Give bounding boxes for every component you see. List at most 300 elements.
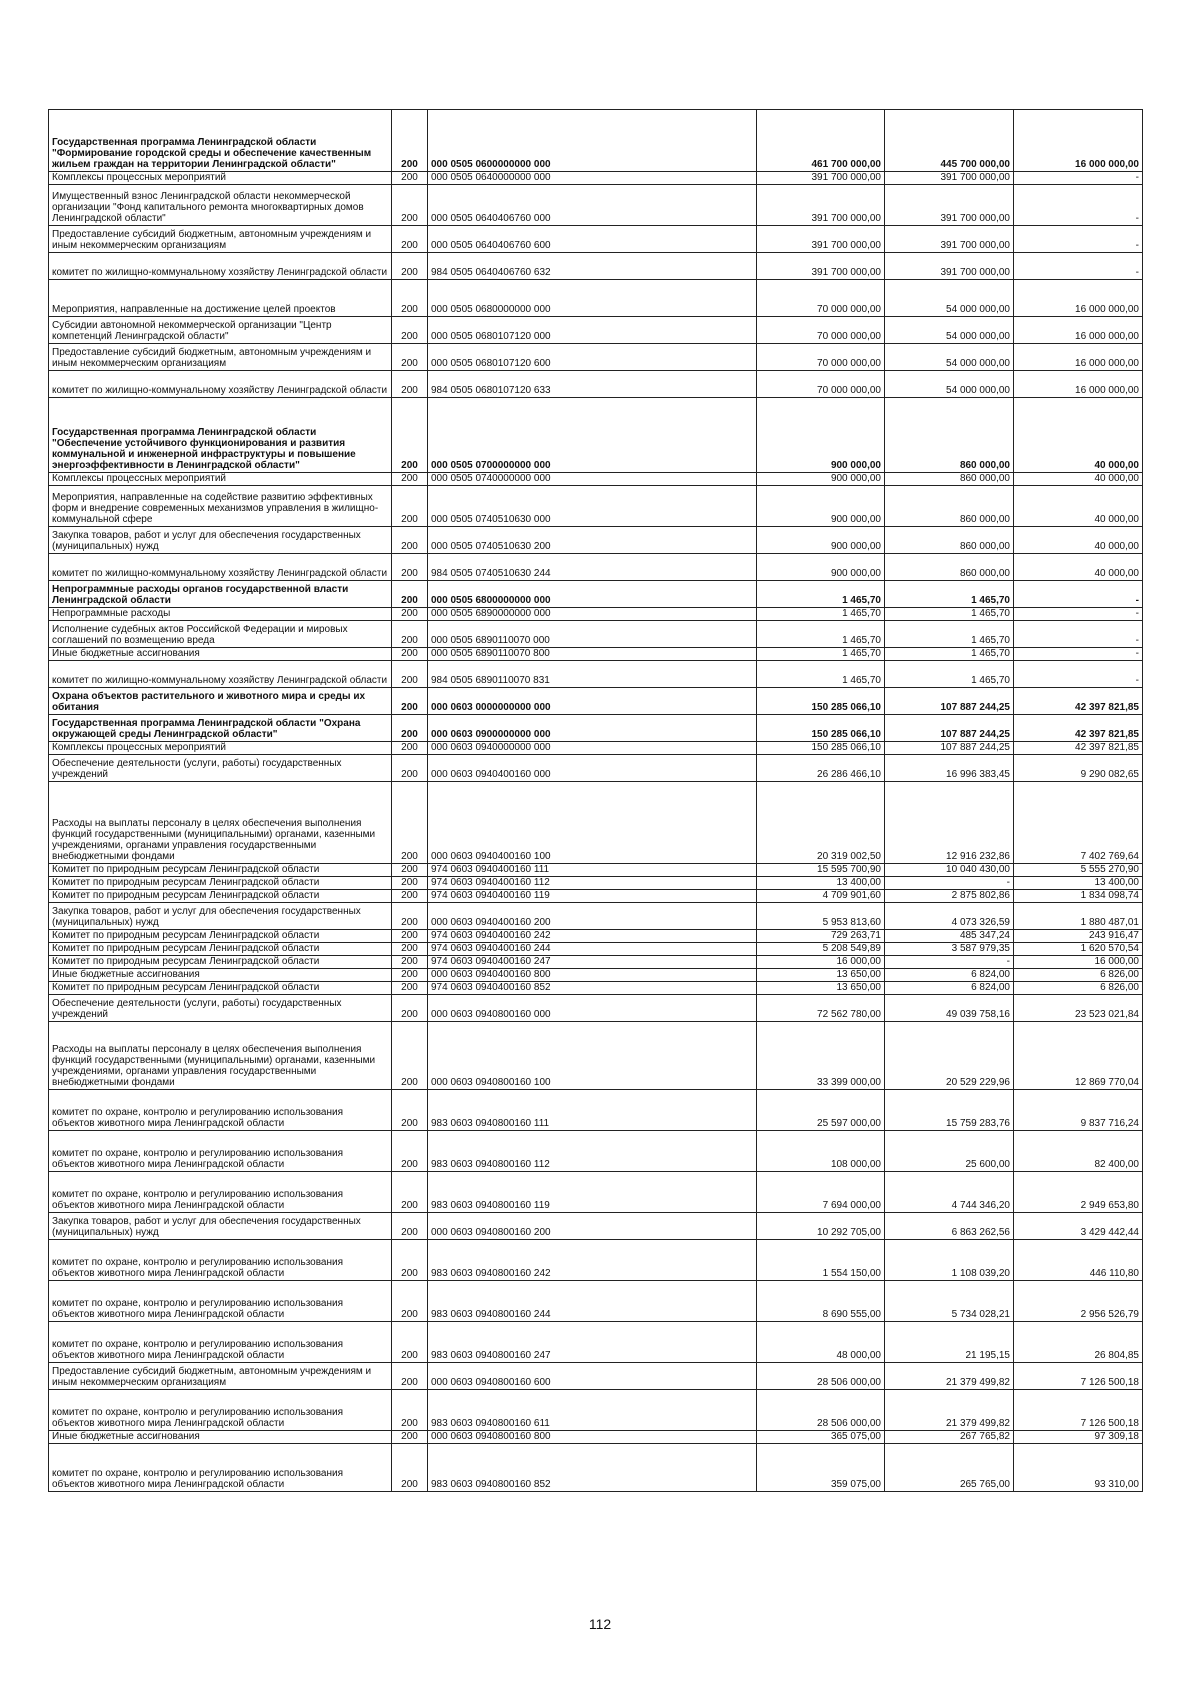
- row-name: Иные бюджетные ассигнования: [49, 1431, 392, 1444]
- row-approved: 33 399 000,00: [757, 1022, 885, 1090]
- table-row: [49, 648, 1143, 661]
- row-approved: 150 285 066,10: [757, 715, 885, 742]
- row-name: комитет по охране, контролю и регулированию использования объектов животного мира Ленинградской области: [49, 1240, 392, 1281]
- row-executed: 107 887 244,25: [885, 742, 1014, 755]
- row-approved: 900 000,00: [757, 473, 885, 486]
- row-classification-code: 984 0505 0680107120 633: [428, 371, 757, 398]
- row-name: Государственная программа Ленинградской области "Обеспечение устойчивого функционирования и развития коммунальной и инженерной инфраструктуры и повышение энергоэффективности в Ленинградской области": [49, 398, 392, 473]
- row-unexecuted: 2 949 653,80: [1014, 1172, 1143, 1213]
- row-approved: 13 650,00: [757, 982, 885, 995]
- row-name: комитет по охране, контролю и регулированию использования объектов животного мира Ленинградской области: [49, 1090, 392, 1131]
- row-executed: 445 700 000,00: [885, 110, 1014, 172]
- table-row: [49, 1131, 1143, 1172]
- row-approved: 15 595 700,90: [757, 864, 885, 877]
- row-name: Мероприятия, направленные на содействие развитию эффективных форм и внедрение современных механизмов управления в жилищно-коммунальной сфере: [49, 486, 392, 527]
- row-executed: 15 759 283,76: [885, 1090, 1014, 1131]
- row-unexecuted: -: [1014, 648, 1143, 661]
- row-classification-code: 983 0603 0940800160 244: [428, 1281, 757, 1322]
- row-unexecuted: 16 000 000,00: [1014, 317, 1143, 344]
- row-name: Непрограммные расходы: [49, 608, 392, 621]
- row-classification-code: 974 0603 0940400160 111: [428, 864, 757, 877]
- table-row: [49, 661, 1143, 688]
- row-line-code: 200: [392, 1431, 428, 1444]
- table-row: [49, 1390, 1143, 1431]
- row-approved: 150 285 066,10: [757, 688, 885, 715]
- row-unexecuted: 40 000,00: [1014, 486, 1143, 527]
- table-row: [49, 110, 1143, 172]
- table-row: [49, 715, 1143, 742]
- row-line-code: 200: [392, 877, 428, 890]
- row-executed: 3 587 979,35: [885, 943, 1014, 956]
- table-row: [49, 280, 1143, 317]
- row-approved: 900 000,00: [757, 486, 885, 527]
- row-line-code: 200: [392, 253, 428, 280]
- row-unexecuted: 1 834 098,74: [1014, 890, 1143, 903]
- row-line-code: 200: [392, 903, 428, 930]
- row-line-code: 200: [392, 1390, 428, 1431]
- row-unexecuted: 6 826,00: [1014, 982, 1143, 995]
- row-approved: 900 000,00: [757, 398, 885, 473]
- row-line-code: 200: [392, 110, 428, 172]
- row-line-code: 200: [392, 648, 428, 661]
- row-name: Непрограммные расходы органов государственной власти Ленинградской области: [49, 581, 392, 608]
- row-line-code: 200: [392, 473, 428, 486]
- row-approved: 70 000 000,00: [757, 317, 885, 344]
- row-approved: 900 000,00: [757, 527, 885, 554]
- row-name: Комитет по природным ресурсам Ленинградской области: [49, 890, 392, 903]
- row-name: Мероприятия, направленные на достижение целей проектов: [49, 280, 392, 317]
- table-row: [49, 608, 1143, 621]
- row-unexecuted: 1 620 570,54: [1014, 943, 1143, 956]
- row-approved: 4 709 901,60: [757, 890, 885, 903]
- row-unexecuted: -: [1014, 581, 1143, 608]
- table-row: [49, 1090, 1143, 1131]
- row-executed: 21 379 499,82: [885, 1390, 1014, 1431]
- row-classification-code: 000 0505 0680107120 000: [428, 317, 757, 344]
- row-classification-code: 000 0505 0680000000 000: [428, 280, 757, 317]
- row-classification-code: 000 0505 0640406760 000: [428, 185, 757, 226]
- table-row: [49, 755, 1143, 782]
- row-unexecuted: -: [1014, 608, 1143, 621]
- row-name: комитет по охране, контролю и регулированию использования объектов животного мира Ленинградской области: [49, 1281, 392, 1322]
- row-classification-code: 983 0603 0940800160 852: [428, 1444, 757, 1492]
- table-row: [49, 317, 1143, 344]
- row-unexecuted: -: [1014, 185, 1143, 226]
- row-executed: 265 765,00: [885, 1444, 1014, 1492]
- row-approved: 359 075,00: [757, 1444, 885, 1492]
- table-row: [49, 185, 1143, 226]
- row-line-code: 200: [392, 782, 428, 864]
- row-approved: 150 285 066,10: [757, 742, 885, 755]
- row-unexecuted: 16 000 000,00: [1014, 110, 1143, 172]
- row-executed: 267 765,82: [885, 1431, 1014, 1444]
- row-name: Субсидии автономной некоммерческой организации "Центр компетенций Ленинградской области": [49, 317, 392, 344]
- row-name: Закупка товаров, работ и услуг для обеспечения государственных (муниципальных) нужд: [49, 903, 392, 930]
- row-line-code: 200: [392, 185, 428, 226]
- row-approved: 70 000 000,00: [757, 344, 885, 371]
- row-classification-code: 000 0505 0740510630 200: [428, 527, 757, 554]
- row-approved: 108 000,00: [757, 1131, 885, 1172]
- row-line-code: 200: [392, 715, 428, 742]
- row-classification-code: 000 0505 6890000000 000: [428, 608, 757, 621]
- row-unexecuted: 16 000 000,00: [1014, 344, 1143, 371]
- row-executed: 1 465,70: [885, 581, 1014, 608]
- row-line-code: 200: [392, 172, 428, 185]
- row-line-code: 200: [392, 1090, 428, 1131]
- row-executed: 2 875 802,86: [885, 890, 1014, 903]
- row-classification-code: 000 0603 0000000000 000: [428, 688, 757, 715]
- row-approved: 729 263,71: [757, 930, 885, 943]
- row-line-code: 200: [392, 661, 428, 688]
- row-line-code: 200: [392, 226, 428, 253]
- row-approved: 70 000 000,00: [757, 371, 885, 398]
- row-unexecuted: 40 000,00: [1014, 527, 1143, 554]
- table-row: [49, 890, 1143, 903]
- row-unexecuted: 6 826,00: [1014, 969, 1143, 982]
- row-executed: 5 734 028,21: [885, 1281, 1014, 1322]
- row-name: Предоставление субсидий бюджетным, автономным учреждениям и иным некоммерческим организациям: [49, 344, 392, 371]
- row-executed: 860 000,00: [885, 473, 1014, 486]
- row-approved: 28 506 000,00: [757, 1363, 885, 1390]
- row-executed: 49 039 758,16: [885, 995, 1014, 1022]
- row-approved: 391 700 000,00: [757, 226, 885, 253]
- row-executed: 4 073 326,59: [885, 903, 1014, 930]
- row-unexecuted: 243 916,47: [1014, 930, 1143, 943]
- table-row: [49, 172, 1143, 185]
- table-row: [49, 943, 1143, 956]
- row-name: Закупка товаров, работ и услуг для обеспечения государственных (муниципальных) нужд: [49, 527, 392, 554]
- row-executed: 54 000 000,00: [885, 344, 1014, 371]
- page-number: 112: [588, 1616, 612, 1632]
- row-approved: 900 000,00: [757, 554, 885, 581]
- row-unexecuted: 42 397 821,85: [1014, 688, 1143, 715]
- row-classification-code: 974 0603 0940400160 852: [428, 982, 757, 995]
- row-executed: 20 529 229,96: [885, 1022, 1014, 1090]
- row-line-code: 200: [392, 317, 428, 344]
- table-row: [49, 877, 1143, 890]
- row-classification-code: 000 0505 0700000000 000: [428, 398, 757, 473]
- table-row: [49, 864, 1143, 877]
- row-line-code: 200: [392, 890, 428, 903]
- row-unexecuted: 446 110,80: [1014, 1240, 1143, 1281]
- row-approved: 1 465,70: [757, 648, 885, 661]
- table-row: [49, 344, 1143, 371]
- row-unexecuted: -: [1014, 621, 1143, 648]
- row-executed: -: [885, 877, 1014, 890]
- row-executed: 860 000,00: [885, 398, 1014, 473]
- row-approved: 1 465,70: [757, 661, 885, 688]
- table-row: [49, 969, 1143, 982]
- row-line-code: 200: [392, 1213, 428, 1240]
- row-classification-code: 984 0505 0740510630 244: [428, 554, 757, 581]
- row-classification-code: 983 0603 0940800160 119: [428, 1172, 757, 1213]
- row-executed: 6 863 262,56: [885, 1213, 1014, 1240]
- table-row: [49, 398, 1143, 473]
- row-approved: 13 650,00: [757, 969, 885, 982]
- row-unexecuted: 16 000,00: [1014, 956, 1143, 969]
- row-executed: 25 600,00: [885, 1131, 1014, 1172]
- row-unexecuted: 9 290 082,65: [1014, 755, 1143, 782]
- row-line-code: 200: [392, 527, 428, 554]
- row-name: Исполнение судебных актов Российской Федерации и мировых соглашений по возмещению вреда: [49, 621, 392, 648]
- row-name: Иные бюджетные ассигнования: [49, 648, 392, 661]
- table-row: [49, 473, 1143, 486]
- table-row: [49, 527, 1143, 554]
- row-executed: 107 887 244,25: [885, 715, 1014, 742]
- table-row: [49, 956, 1143, 969]
- row-line-code: 200: [392, 755, 428, 782]
- row-name: Комплексы процессных мероприятий: [49, 172, 392, 185]
- row-executed: 54 000 000,00: [885, 280, 1014, 317]
- row-name: Предоставление субсидий бюджетным, автономным учреждениям и иным некоммерческим организациям: [49, 226, 392, 253]
- row-line-code: 200: [392, 621, 428, 648]
- row-unexecuted: 7 126 500,18: [1014, 1363, 1143, 1390]
- row-executed: 485 347,24: [885, 930, 1014, 943]
- table-row: [49, 903, 1143, 930]
- table-row: [49, 782, 1143, 864]
- row-classification-code: 983 0603 0940800160 611: [428, 1390, 757, 1431]
- row-executed: 860 000,00: [885, 486, 1014, 527]
- row-line-code: 200: [392, 486, 428, 527]
- row-classification-code: 983 0603 0940800160 111: [428, 1090, 757, 1131]
- row-classification-code: 000 0603 0940000000 000: [428, 742, 757, 755]
- row-approved: 5 953 813,60: [757, 903, 885, 930]
- row-approved: 1 465,70: [757, 581, 885, 608]
- row-unexecuted: 16 000 000,00: [1014, 371, 1143, 398]
- row-name: Обеспечение деятельности (услуги, работы) государственных учреждений: [49, 755, 392, 782]
- row-classification-code: 000 0505 0740000000 000: [428, 473, 757, 486]
- table-row: [49, 1431, 1143, 1444]
- row-classification-code: 000 0603 0940800160 100: [428, 1022, 757, 1090]
- row-classification-code: 974 0603 0940400160 244: [428, 943, 757, 956]
- row-name: комитет по жилищно-коммунальному хозяйству Ленинградской области: [49, 554, 392, 581]
- row-approved: 1 465,70: [757, 621, 885, 648]
- row-approved: 461 700 000,00: [757, 110, 885, 172]
- table-row: [49, 1281, 1143, 1322]
- row-name: комитет по жилищно-коммунальному хозяйству Ленинградской области: [49, 661, 392, 688]
- row-approved: 391 700 000,00: [757, 172, 885, 185]
- row-line-code: 200: [392, 1281, 428, 1322]
- row-approved: 28 506 000,00: [757, 1390, 885, 1431]
- row-executed: 6 824,00: [885, 969, 1014, 982]
- row-name: комитет по жилищно-коммунальному хозяйству Ленинградской области: [49, 371, 392, 398]
- row-executed: 4 744 346,20: [885, 1172, 1014, 1213]
- row-line-code: 200: [392, 930, 428, 943]
- row-approved: 7 694 000,00: [757, 1172, 885, 1213]
- row-name: Расходы на выплаты персоналу в целях обеспечения выполнения функций государственными (муниципальными) органами, казенными учреждениями, органами управления государственными внебюджетными фондами: [49, 1022, 392, 1090]
- row-line-code: 200: [392, 1131, 428, 1172]
- budget-table-body: [49, 110, 1143, 1492]
- row-classification-code: 974 0603 0940400160 112: [428, 877, 757, 890]
- row-unexecuted: 9 837 716,24: [1014, 1090, 1143, 1131]
- row-classification-code: 974 0603 0940400160 119: [428, 890, 757, 903]
- row-unexecuted: 1 880 487,01: [1014, 903, 1143, 930]
- row-name: комитет по охране, контролю и регулированию использования объектов животного мира Ленинградской области: [49, 1322, 392, 1363]
- row-approved: 25 597 000,00: [757, 1090, 885, 1131]
- row-unexecuted: -: [1014, 661, 1143, 688]
- row-executed: 391 700 000,00: [885, 185, 1014, 226]
- row-name: комитет по охране, контролю и регулированию использования объектов животного мира Ленинградской области: [49, 1390, 392, 1431]
- row-unexecuted: 23 523 021,84: [1014, 995, 1143, 1022]
- row-executed: 12 916 232,86: [885, 782, 1014, 864]
- row-line-code: 200: [392, 398, 428, 473]
- row-executed: 16 996 383,45: [885, 755, 1014, 782]
- row-approved: 1 465,70: [757, 608, 885, 621]
- row-unexecuted: 2 956 526,79: [1014, 1281, 1143, 1322]
- table-row: [49, 995, 1143, 1022]
- row-name: Закупка товаров, работ и услуг для обеспечения государственных (муниципальных) нужд: [49, 1213, 392, 1240]
- table-row: [49, 621, 1143, 648]
- row-classification-code: 000 0505 0640000000 000: [428, 172, 757, 185]
- row-line-code: 200: [392, 1444, 428, 1492]
- row-name: Расходы на выплаты персоналу в целях обеспечения выполнения функций государственными (муниципальными) органами, казенными учреждениями, органами управления государственными внебюджетными фондами: [49, 782, 392, 864]
- table-row: [49, 742, 1143, 755]
- row-approved: 26 286 466,10: [757, 755, 885, 782]
- row-line-code: 200: [392, 280, 428, 317]
- row-classification-code: 000 0505 0600000000 000: [428, 110, 757, 172]
- row-executed: 54 000 000,00: [885, 317, 1014, 344]
- row-unexecuted: 93 310,00: [1014, 1444, 1143, 1492]
- row-classification-code: 000 0505 6800000000 000: [428, 581, 757, 608]
- row-name: Комитет по природным ресурсам Ленинградской области: [49, 956, 392, 969]
- table-row: [49, 253, 1143, 280]
- row-unexecuted: 42 397 821,85: [1014, 715, 1143, 742]
- row-name: Охрана объектов растительного и животного мира и среды их обитания: [49, 688, 392, 715]
- row-executed: 10 040 430,00: [885, 864, 1014, 877]
- table-row: [49, 1444, 1143, 1492]
- row-approved: 16 000,00: [757, 956, 885, 969]
- row-unexecuted: 16 000 000,00: [1014, 280, 1143, 317]
- row-executed: 1 465,70: [885, 648, 1014, 661]
- row-line-code: 200: [392, 1022, 428, 1090]
- row-line-code: 200: [392, 688, 428, 715]
- table-row: [49, 930, 1143, 943]
- row-executed: 21 195,15: [885, 1322, 1014, 1363]
- table-row: [49, 1363, 1143, 1390]
- row-line-code: 200: [392, 864, 428, 877]
- row-name: Комплексы процессных мероприятий: [49, 742, 392, 755]
- row-name: комитет по охране, контролю и регулированию использования объектов животного мира Ленинградской области: [49, 1172, 392, 1213]
- row-executed: 1 465,70: [885, 621, 1014, 648]
- row-name: комитет по охране, контролю и регулированию использования объектов животного мира Ленинградской области: [49, 1444, 392, 1492]
- row-line-code: 200: [392, 1363, 428, 1390]
- row-classification-code: 984 0505 0640406760 632: [428, 253, 757, 280]
- row-line-code: 200: [392, 956, 428, 969]
- row-line-code: 200: [392, 554, 428, 581]
- table-row: [49, 226, 1143, 253]
- row-name: Имущественный взнос Ленинградской области некоммерческой организации "Фонд капитального ремонта многоквартирных домов Ленинградской области": [49, 185, 392, 226]
- row-name: Иные бюджетные ассигнования: [49, 969, 392, 982]
- row-line-code: 200: [392, 742, 428, 755]
- row-executed: 1 465,70: [885, 661, 1014, 688]
- row-unexecuted: 40 000,00: [1014, 554, 1143, 581]
- row-unexecuted: 40 000,00: [1014, 473, 1143, 486]
- row-unexecuted: 3 429 442,44: [1014, 1213, 1143, 1240]
- table-row: [49, 688, 1143, 715]
- table-row: [49, 554, 1143, 581]
- row-classification-code: 000 0603 0900000000 000: [428, 715, 757, 742]
- row-name: Государственная программа Ленинградской области "Охрана окружающей среды Ленинградской области": [49, 715, 392, 742]
- budget-sheet: [48, 109, 1142, 1492]
- row-approved: 20 319 002,50: [757, 782, 885, 864]
- row-name: Комитет по природным ресурсам Ленинградской области: [49, 864, 392, 877]
- table-row: [49, 1172, 1143, 1213]
- row-classification-code: 000 0603 0940800160 600: [428, 1363, 757, 1390]
- row-unexecuted: 7 126 500,18: [1014, 1390, 1143, 1431]
- row-name: Предоставление субсидий бюджетным, автономным учреждениям и иным некоммерческим организациям: [49, 1363, 392, 1390]
- row-executed: 391 700 000,00: [885, 253, 1014, 280]
- row-line-code: 200: [392, 581, 428, 608]
- row-name: Комитет по природным ресурсам Ленинградской области: [49, 930, 392, 943]
- row-unexecuted: -: [1014, 172, 1143, 185]
- row-approved: 5 208 549,89: [757, 943, 885, 956]
- row-executed: 107 887 244,25: [885, 688, 1014, 715]
- row-classification-code: 000 0505 0640406760 600: [428, 226, 757, 253]
- row-unexecuted: 26 804,85: [1014, 1322, 1143, 1363]
- row-approved: 13 400,00: [757, 877, 885, 890]
- row-approved: 365 075,00: [757, 1431, 885, 1444]
- row-line-code: 200: [392, 1172, 428, 1213]
- row-unexecuted: 7 402 769,64: [1014, 782, 1143, 864]
- row-name: Комитет по природным ресурсам Ленинградской области: [49, 943, 392, 956]
- row-classification-code: 000 0603 0940400160 000: [428, 755, 757, 782]
- row-classification-code: 000 0603 0940400160 800: [428, 969, 757, 982]
- row-classification-code: 000 0603 0940800160 000: [428, 995, 757, 1022]
- row-executed: 1 108 039,20: [885, 1240, 1014, 1281]
- table-row: [49, 486, 1143, 527]
- row-line-code: 200: [392, 995, 428, 1022]
- row-line-code: 200: [392, 982, 428, 995]
- table-row: [49, 1240, 1143, 1281]
- row-classification-code: 000 0505 6890110070 800: [428, 648, 757, 661]
- row-classification-code: 000 0603 0940400160 100: [428, 782, 757, 864]
- row-executed: 1 465,70: [885, 608, 1014, 621]
- row-name: Комитет по природным ресурсам Ленинградской области: [49, 982, 392, 995]
- row-executed: 860 000,00: [885, 527, 1014, 554]
- row-name: комитет по охране, контролю и регулированию использования объектов животного мира Ленинградской области: [49, 1131, 392, 1172]
- row-classification-code: 000 0505 6890110070 000: [428, 621, 757, 648]
- row-classification-code: 983 0603 0940800160 112: [428, 1131, 757, 1172]
- row-classification-code: 000 0603 0940800160 200: [428, 1213, 757, 1240]
- row-unexecuted: 5 555 270,90: [1014, 864, 1143, 877]
- row-approved: 8 690 555,00: [757, 1281, 885, 1322]
- row-classification-code: 000 0505 0680107120 600: [428, 344, 757, 371]
- row-approved: 48 000,00: [757, 1322, 885, 1363]
- row-unexecuted: 97 309,18: [1014, 1431, 1143, 1444]
- budget-table: [48, 109, 1143, 1492]
- row-executed: 54 000 000,00: [885, 371, 1014, 398]
- row-executed: 860 000,00: [885, 554, 1014, 581]
- row-line-code: 200: [392, 344, 428, 371]
- row-classification-code: 974 0603 0940400160 247: [428, 956, 757, 969]
- row-unexecuted: -: [1014, 253, 1143, 280]
- row-executed: 21 379 499,82: [885, 1363, 1014, 1390]
- row-line-code: 200: [392, 1240, 428, 1281]
- table-row: [49, 1213, 1143, 1240]
- table-row: [49, 1322, 1143, 1363]
- row-unexecuted: 40 000,00: [1014, 398, 1143, 473]
- row-name: Обеспечение деятельности (услуги, работы) государственных учреждений: [49, 995, 392, 1022]
- row-executed: 391 700 000,00: [885, 172, 1014, 185]
- row-classification-code: 984 0505 6890110070 831: [428, 661, 757, 688]
- row-line-code: 200: [392, 1322, 428, 1363]
- row-executed: -: [885, 956, 1014, 969]
- row-classification-code: 983 0603 0940800160 242: [428, 1240, 757, 1281]
- row-name: Государственная программа Ленинградской области "Формирование городской среды и обеспечение качественным жильем граждан на территории Ленинградской области": [49, 110, 392, 172]
- row-classification-code: 974 0603 0940400160 242: [428, 930, 757, 943]
- row-classification-code: 000 0505 0740510630 000: [428, 486, 757, 527]
- row-line-code: 200: [392, 969, 428, 982]
